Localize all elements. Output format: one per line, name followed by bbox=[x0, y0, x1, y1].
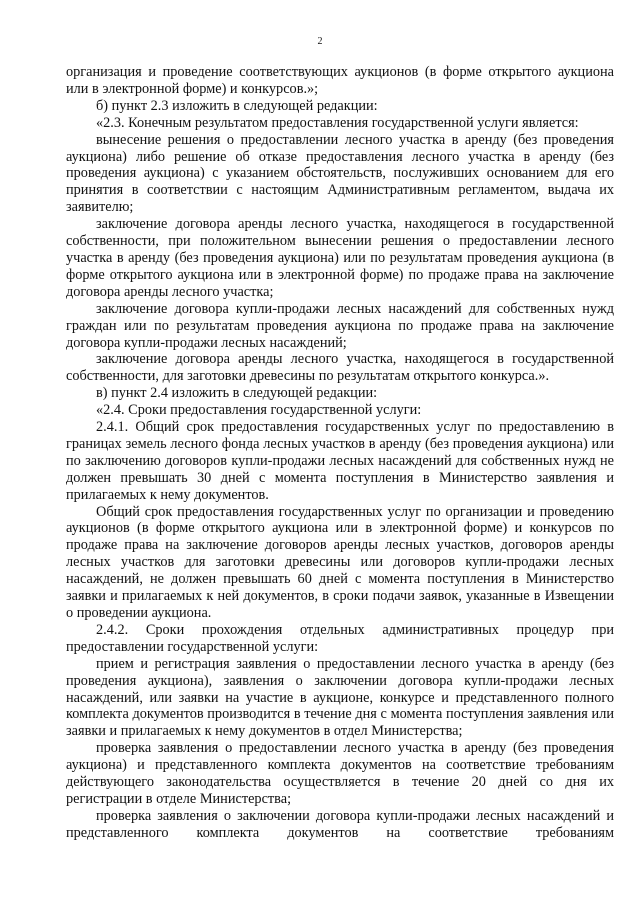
paragraph-result-lease-contract: заключение договора аренды лесного участка, находящегося в государственной собственности, при положительном вынесении решения о предоставлении лесного участка в аренду (без проведения аукциона) или по результатам проведения аукциона (в форме открытого аукциона или в электронной форме) по продаже права на заключение договора аренды лесного участка; bbox=[66, 216, 614, 300]
paragraph-result-timber-lease: заключение договора аренды лесного участка, находящегося в государственной собственности, для заготовки древесины по результатам открытого конкурса.». bbox=[66, 351, 614, 385]
paragraph-continuation: организация и проведение соответствующих аукционов (в форме открытого аукциона или в электронной форме) и конкурсов.»; bbox=[66, 64, 614, 97]
paragraph-registration-term: прием и регистрация заявления о предоставлении лесного участка в аренду (без проведения аукциона), заявления о заключении договора купли-продажи лесных насаждений, или заявки на участие в аукционе, конкурсе и представленного полного комплекта документов производится в течение дня с момента поступления заявления или заявки и прилагаемых к нему документов в отдел Министерства; bbox=[66, 655, 614, 740]
paragraph-2-3-heading: «2.3. Конечным результатом предоставления государственной услуги является: bbox=[96, 114, 579, 131]
paragraph-2-4-1: 2.4.1. Общий срок предоставления государственных услуг по предоставлению в границах земель лесного фонда лесных участков в аренду (без проведения аукциона) или по заключению договоров купли-продажи лесных насаждений для собственных нужд не должен превышать 30 дней с момента поступления в Министерство заявления и прилагаемых к нему документов. bbox=[66, 419, 614, 503]
page-number: 2 bbox=[317, 36, 323, 47]
paragraph-item-v: в) пункт 2.4 изложить в следующей редакции: bbox=[96, 385, 378, 402]
paragraph-item-b: б) пункт 2.3 изложить в следующей редакции: bbox=[96, 97, 378, 114]
paragraph-general-term-auctions: Общий срок предоставления государственных услуг по организации и проведению аукционов (в форме открытого аукциона или в электронной форме) и конкурсов по продаже права на заключение договоров аренды лесных участков, договоров аренды лесных участков для заготовки древесины или договоров купли-продажи лесных насаждений, не должен превышать 60 дней с момента поступления в Министерство заявки и прилагаемых к ней документов, в сроки подачи заявок, указанные в Извещении о проведении аукциона. bbox=[66, 503, 614, 621]
paragraph-result-sale-contract: заключение договора купли-продажи лесных насаждений для собственных нужд граждан или по результатам проведения аукциона по продаже права на заключение договора купли-продажи лесных насаждений; bbox=[66, 300, 614, 351]
paragraph-lease-check-term: проверка заявления о предоставлении лесного участка в аренду (без проведения аукциона) и представленного комплекта документов на соответствие требованиям действующего законодательства осуществляется в течение 20 дней со дня их регистрации в отделе Министерства; bbox=[66, 740, 614, 807]
paragraph-2-4-2: 2.4.2. Сроки прохождения отдельных административных процедур при предоставлении государственной услуги: bbox=[66, 621, 614, 655]
paragraph-sale-check-term: проверка заявления о заключении договора купли-продажи лесных насаждений и представленного комплекта документов на соответствие требованиям bbox=[66, 807, 614, 841]
paragraph-result-decision: вынесение решения о предоставлении лесного участка в аренду (без проведения аукциона) либо решение об отказе предоставления лесного участка в аренду (без проведения аукциона) с указанием обстоятельств, послуживших основанием для его принятия в соответствии с настоящим Административным регламентом, выдача их заявителю; bbox=[66, 131, 614, 216]
paragraph-2-4-heading: «2.4. Сроки предоставления государственной услуги: bbox=[96, 402, 422, 419]
document-body bbox=[66, 64, 614, 842]
